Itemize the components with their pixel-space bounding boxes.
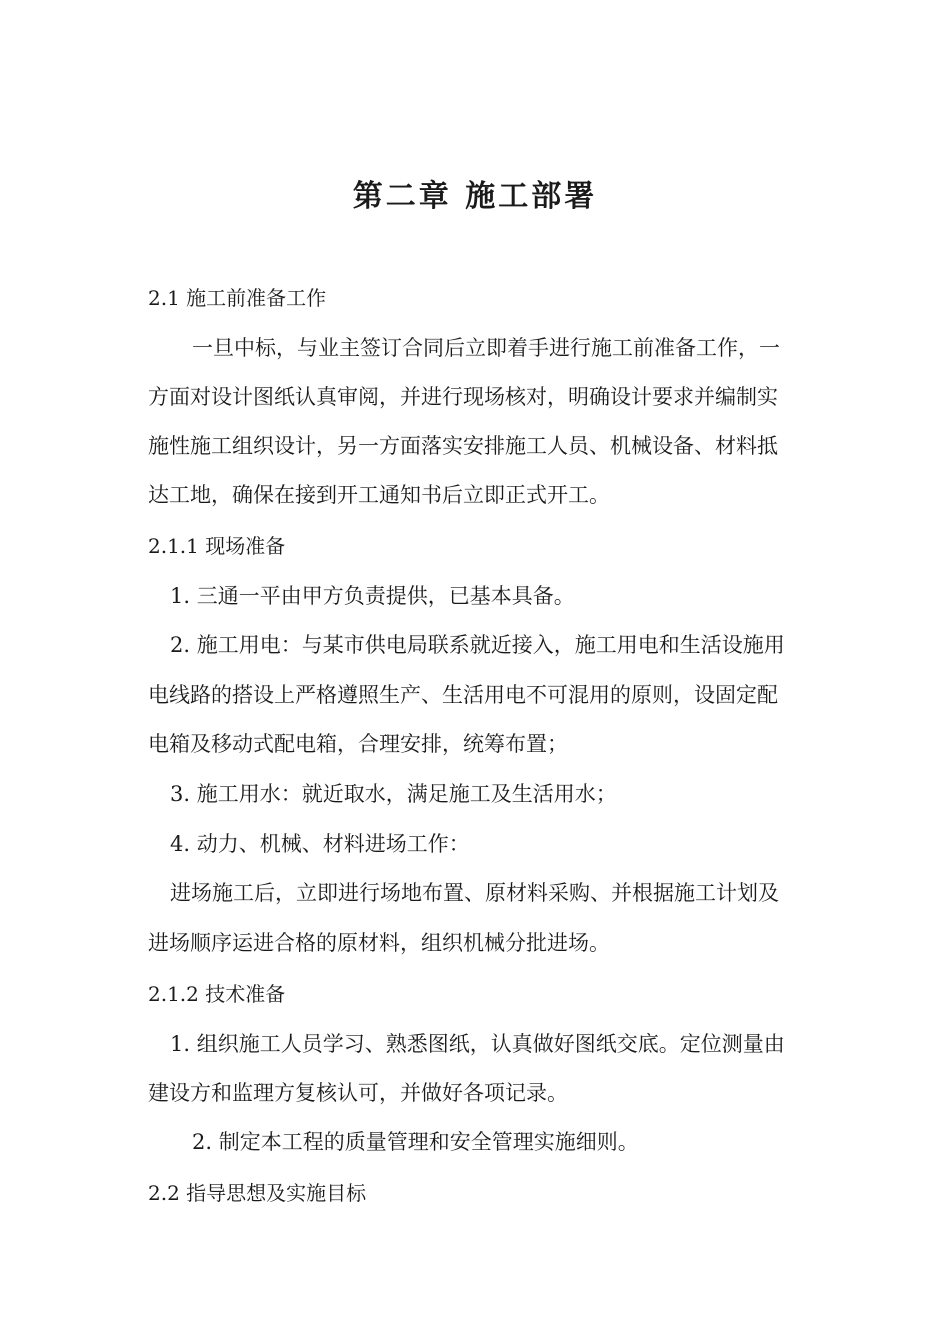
list-item: 4. 动力、机械、材料进场工作： (170, 832, 470, 856)
list-item: 2. 施工用电：与某市供电局联系就近接入，施工用电和生活设施用 (170, 633, 785, 657)
chapter-title: 第二章 施工部署 (352, 179, 598, 214)
paragraph-line: 方面对设计图纸认真审阅，并进行现场核对，明确设计要求并编制实 (148, 385, 778, 409)
list-item: 1. 三通一平由甲方负责提供，已基本具备。 (170, 584, 575, 608)
paragraph-line: 电箱及移动式配电箱，合理安排，统筹布置； (148, 732, 568, 756)
paragraph-line: 进场顺序运进合格的原材料，组织机械分批进场。 (148, 931, 610, 955)
paragraph-line: 施性施工组织设计，另一方面落实安排施工人员、机械设备、材料抵 (148, 434, 778, 458)
list-item: 3. 施工用水：就近取水，满足施工及生活用水； (170, 782, 617, 806)
paragraph-line: 电线路的搭设上严格遵照生产、生活用电不可混用的原则，设固定配 (148, 683, 778, 707)
list-item: 1. 组织施工人员学习、熟悉图纸，认真做好图纸交底。定位测量由 (170, 1032, 785, 1056)
section-heading-2-1-2: 2.1.2 技术准备 (148, 982, 286, 1006)
paragraph-line: 进场施工后，立即进行场地布置、原材料采购、并根据施工计划及 (170, 881, 779, 905)
paragraph-line: 一旦中标，与业主签订合同后立即着手进行施工前准备工作，一 (192, 336, 780, 360)
paragraph-line: 达工地，确保在接到开工通知书后立即正式开工。 (148, 483, 610, 507)
list-item: 2. 制定本工程的质量管理和安全管理实施细则。 (192, 1130, 639, 1154)
paragraph-line: 建设方和监理方复核认可，并做好各项记录。 (148, 1081, 568, 1105)
section-heading-2-1: 2.1 施工前准备工作 (148, 286, 327, 310)
section-heading-2-2: 2.2 指导思想及实施目标 (148, 1181, 367, 1205)
section-heading-2-1-1: 2.1.1 现场准备 (148, 534, 286, 558)
